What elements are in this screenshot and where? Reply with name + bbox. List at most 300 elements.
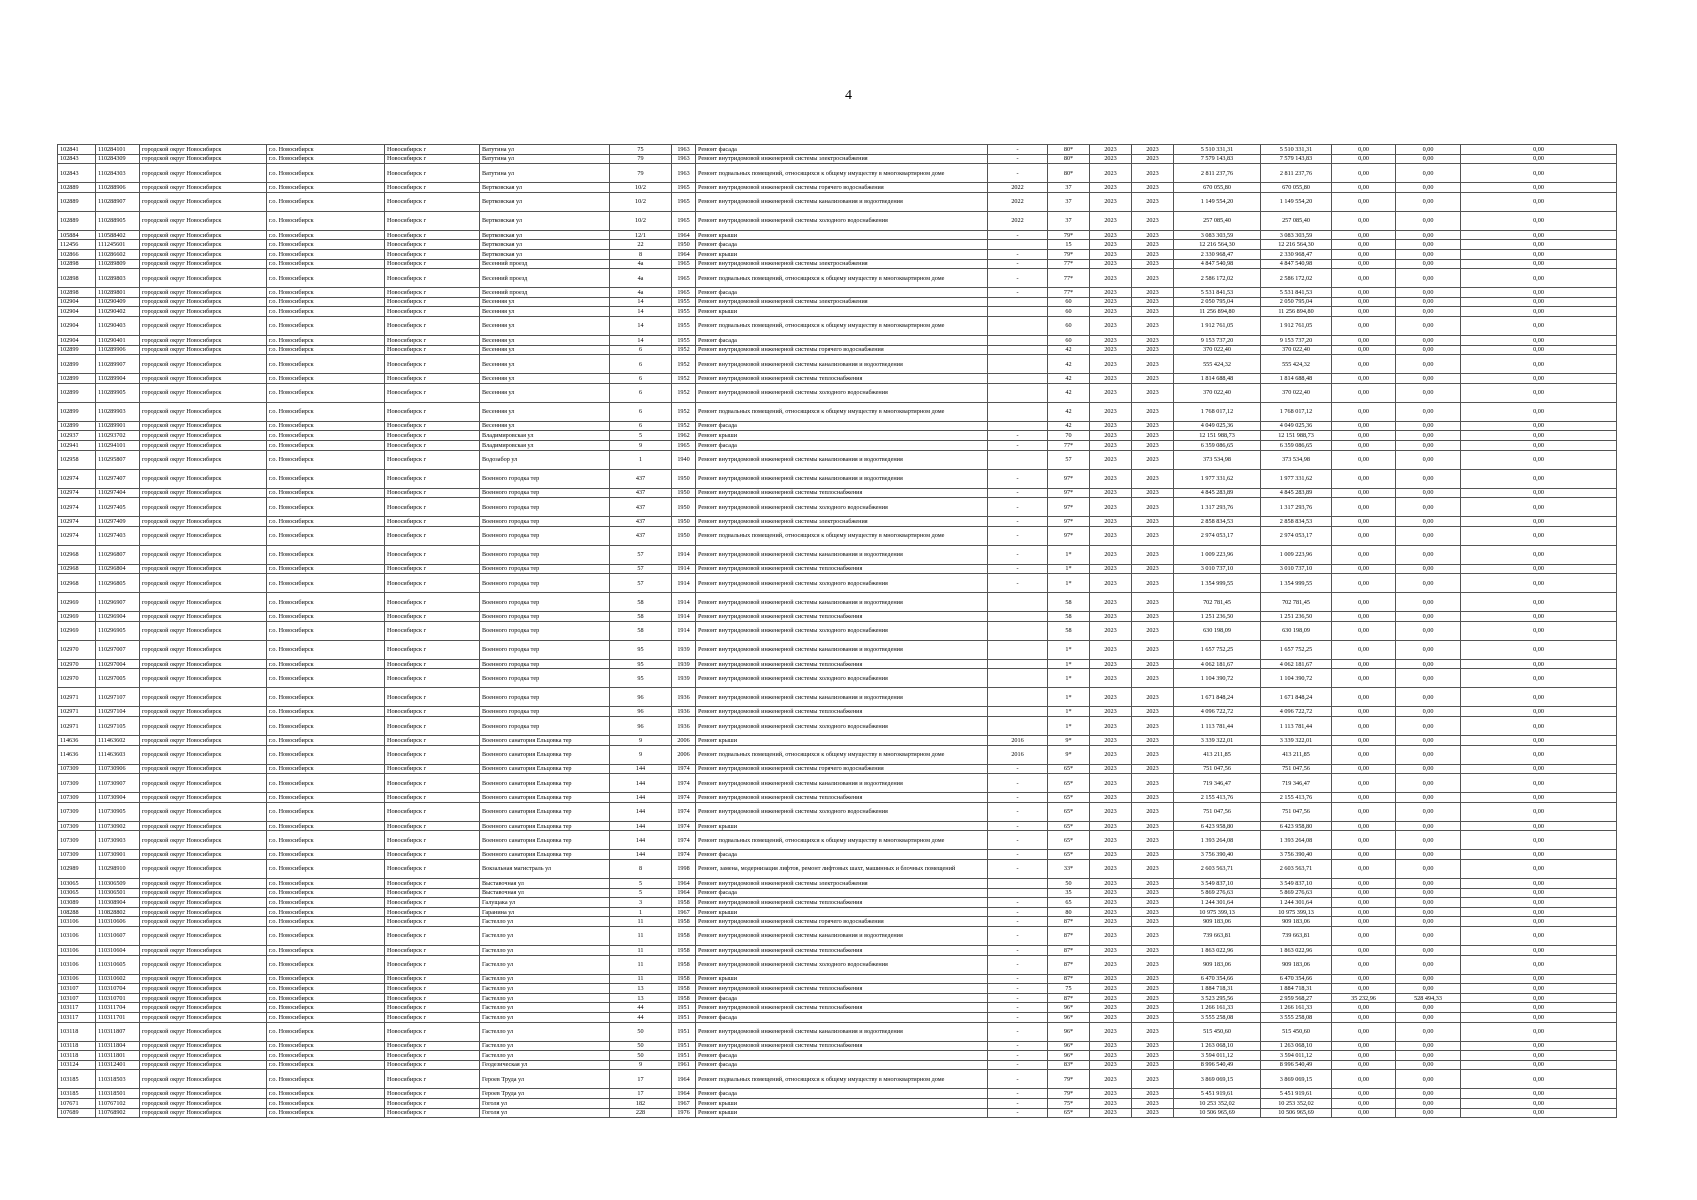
- cell-plan-year-start: 2023: [1090, 612, 1132, 622]
- cell-municipal-district: городской округ Новосибирск: [140, 1012, 267, 1022]
- cell-build-year: 1950: [672, 240, 696, 250]
- cell-plan-year-end: 2023: [1132, 488, 1174, 498]
- table-row: [58, 593, 1617, 612]
- cell-house-number: 1: [610, 450, 672, 469]
- cell-total-cost: 3 083 303,59: [1174, 230, 1261, 240]
- cell-plan-year-end: 2023: [1132, 1098, 1174, 1108]
- cell-total-cost: 1 884 718,31: [1174, 984, 1261, 994]
- cell-municipality: г.о. Новосибирск: [267, 564, 385, 574]
- cell-municipal-district: городской округ Новосибирск: [140, 183, 267, 193]
- cell-wear-percent: 9*: [1048, 745, 1090, 764]
- table-row: [58, 745, 1617, 764]
- cell-work-type: Ремонт фасада: [696, 993, 988, 1003]
- cell-fund-cost: 1 863 022,96: [1261, 946, 1332, 956]
- cell-fund-cost: 370 022,40: [1261, 383, 1332, 402]
- cell-work-type: Ремонт фасада: [696, 1012, 988, 1022]
- cell-municipal-district: городской округ Новосибирск: [140, 736, 267, 746]
- cell-house-id: 107309: [58, 831, 96, 850]
- cell-plan-year-start: 2023: [1090, 230, 1132, 240]
- cell-plan-year-start: 2023: [1090, 498, 1132, 517]
- cell-work-type: Ремонт фасада: [696, 1060, 988, 1070]
- cell-last-repair-year: -: [988, 249, 1048, 259]
- cell-local-funds: 0,00: [1461, 1098, 1617, 1108]
- cell-object-id: 110768902: [96, 1108, 140, 1118]
- cell-plan-year-start: 2023: [1090, 917, 1132, 927]
- cell-federal-funds: 0,00: [1332, 421, 1396, 431]
- cell-local-funds: 0,00: [1461, 1051, 1617, 1061]
- cell-last-repair-year: [988, 421, 1048, 431]
- cell-federal-funds: 0,00: [1332, 1098, 1396, 1108]
- cell-object-id: 110289906: [96, 345, 140, 355]
- cell-regional-funds: 0,00: [1396, 269, 1461, 288]
- cell-municipality: г.о. Новосибирск: [267, 574, 385, 593]
- cell-federal-funds: 0,00: [1332, 526, 1396, 545]
- cell-total-cost: 751 047,56: [1174, 764, 1261, 774]
- cell-build-year: 1962: [672, 431, 696, 441]
- cell-municipal-district: городской округ Новосибирск: [140, 498, 267, 517]
- cell-plan-year-end: 2023: [1132, 1003, 1174, 1013]
- cell-municipality: г.о. Новосибирск: [267, 249, 385, 259]
- table-row: [58, 498, 1617, 517]
- cell-local-funds: 0,00: [1461, 374, 1617, 384]
- cell-total-cost: 1 317 293,76: [1174, 498, 1261, 517]
- cell-total-cost: 739 663,81: [1174, 927, 1261, 946]
- cell-house-id: 103106: [58, 917, 96, 927]
- cell-fund-cost: 2 330 968,47: [1261, 249, 1332, 259]
- cell-plan-year-end: 2023: [1132, 946, 1174, 956]
- cell-street: Гастелло ул: [480, 1041, 610, 1051]
- cell-house-id: 102899: [58, 402, 96, 421]
- cell-regional-funds: 0,00: [1396, 335, 1461, 345]
- cell-work-type: Ремонт подвальных помещений, относящихся к общему имуществу в многоквартирном доме: [696, 269, 988, 288]
- cell-house-number: 1: [610, 907, 672, 917]
- table-row: [58, 860, 1617, 879]
- cell-wear-percent: 96*: [1048, 1041, 1090, 1051]
- cell-total-cost: 7 579 143,83: [1174, 154, 1261, 164]
- cell-last-repair-year: -: [988, 927, 1048, 946]
- cell-plan-year-start: 2023: [1090, 831, 1132, 850]
- cell-plan-year-end: 2023: [1132, 1012, 1174, 1022]
- cell-plan-year-start: 2023: [1090, 240, 1132, 250]
- cell-total-cost: 1 113 781,44: [1174, 717, 1261, 736]
- cell-build-year: 1958: [672, 898, 696, 908]
- cell-house-number: 96: [610, 717, 672, 736]
- cell-last-repair-year: [988, 888, 1048, 898]
- cell-locality: Новосибирск г: [385, 669, 480, 688]
- cell-build-year: 1936: [672, 707, 696, 717]
- cell-local-funds: 0,00: [1461, 440, 1617, 450]
- cell-house-id: 103117: [58, 1012, 96, 1022]
- cell-build-year: 1965: [672, 183, 696, 193]
- cell-local-funds: 0,00: [1461, 669, 1617, 688]
- cell-local-funds: 0,00: [1461, 307, 1617, 317]
- cell-street: Водозабор ул: [480, 450, 610, 469]
- cell-build-year: 1965: [672, 192, 696, 211]
- cell-last-repair-year: [988, 717, 1048, 736]
- cell-work-type: Ремонт внутридомовой инженерной системы канализования и водоотведения: [696, 192, 988, 211]
- table-row: [58, 764, 1617, 774]
- cell-street: Вертковская ул: [480, 230, 610, 240]
- cell-regional-funds: 0,00: [1396, 946, 1461, 956]
- cell-regional-funds: 0,00: [1396, 374, 1461, 384]
- cell-build-year: 1939: [672, 640, 696, 659]
- cell-regional-funds: 0,00: [1396, 145, 1461, 155]
- cell-federal-funds: 0,00: [1332, 1070, 1396, 1089]
- cell-regional-funds: 0,00: [1396, 898, 1461, 908]
- cell-municipality: г.о. Новосибирск: [267, 1051, 385, 1061]
- cell-regional-funds: 0,00: [1396, 345, 1461, 355]
- cell-locality: Новосибирск г: [385, 879, 480, 889]
- cell-street: Выставочная ул: [480, 879, 610, 889]
- cell-build-year: 1914: [672, 621, 696, 640]
- cell-municipal-district: городской округ Новосибирск: [140, 993, 267, 1003]
- cell-work-type: Ремонт крыши: [696, 230, 988, 240]
- cell-locality: Новосибирск г: [385, 946, 480, 956]
- cell-street: Военного городка тер: [480, 564, 610, 574]
- cell-fund-cost: 3 083 303,59: [1261, 230, 1332, 240]
- cell-street: Весенняя ул: [480, 374, 610, 384]
- cell-local-funds: 0,00: [1461, 659, 1617, 669]
- cell-house-number: 3: [610, 898, 672, 908]
- cell-house-number: 14: [610, 316, 672, 335]
- cell-total-cost: 1 104 390,72: [1174, 669, 1261, 688]
- cell-fund-cost: 12 151 988,73: [1261, 431, 1332, 441]
- cell-total-cost: 2 858 834,53: [1174, 517, 1261, 527]
- cell-wear-percent: 42: [1048, 402, 1090, 421]
- cell-federal-funds: 0,00: [1332, 688, 1396, 707]
- cell-street: Героев Труда ул: [480, 1089, 610, 1099]
- cell-municipal-district: городской округ Новосибирск: [140, 307, 267, 317]
- cell-object-id: 110730904: [96, 793, 140, 803]
- cell-plan-year-end: 2023: [1132, 545, 1174, 564]
- cell-wear-percent: 65*: [1048, 802, 1090, 821]
- cell-work-type: Ремонт внутридомовой инженерной системы теплоснабжения: [696, 707, 988, 717]
- cell-house-id: 102969: [58, 612, 96, 622]
- cell-wear-percent: 1*: [1048, 707, 1090, 717]
- cell-local-funds: 0,00: [1461, 383, 1617, 402]
- cell-plan-year-start: 2023: [1090, 183, 1132, 193]
- cell-house-number: 44: [610, 1003, 672, 1013]
- cell-local-funds: 0,00: [1461, 688, 1617, 707]
- cell-fund-cost: 702 781,45: [1261, 593, 1332, 612]
- cell-municipality: г.о. Новосибирск: [267, 774, 385, 793]
- cell-plan-year-start: 2023: [1090, 297, 1132, 307]
- cell-locality: Новосибирск г: [385, 564, 480, 574]
- cell-locality: Новосибирск г: [385, 526, 480, 545]
- cell-house-id: 102969: [58, 621, 96, 640]
- cell-build-year: 1950: [672, 517, 696, 527]
- cell-wear-percent: 1*: [1048, 659, 1090, 669]
- cell-build-year: 1974: [672, 774, 696, 793]
- cell-local-funds: 0,00: [1461, 907, 1617, 917]
- cell-wear-percent: 87*: [1048, 927, 1090, 946]
- cell-plan-year-start: 2023: [1090, 211, 1132, 230]
- cell-last-repair-year: -: [988, 526, 1048, 545]
- cell-house-number: 8: [610, 249, 672, 259]
- cell-house-id: 103106: [58, 955, 96, 974]
- cell-wear-percent: 60: [1048, 316, 1090, 335]
- cell-house-number: 437: [610, 517, 672, 527]
- cell-municipal-district: городской округ Новосибирск: [140, 612, 267, 622]
- cell-work-type: Ремонт внутридомовой инженерной системы горячего водоснабжения: [696, 345, 988, 355]
- cell-last-repair-year: -: [988, 440, 1048, 450]
- cell-municipality: г.о. Новосибирск: [267, 640, 385, 659]
- cell-last-repair-year: -: [988, 488, 1048, 498]
- cell-work-type: Ремонт внутридомовой инженерной системы теплоснабжения: [696, 793, 988, 803]
- cell-locality: Новосибирск г: [385, 707, 480, 717]
- cell-plan-year-end: 2023: [1132, 574, 1174, 593]
- cell-locality: Новосибирск г: [385, 907, 480, 917]
- cell-street: Гоголя ул: [480, 1108, 610, 1118]
- cell-work-type: Ремонт внутридомовой инженерной системы холодного водоснабжения: [696, 621, 988, 640]
- cell-local-funds: 0,00: [1461, 192, 1617, 211]
- cell-locality: Новосибирск г: [385, 488, 480, 498]
- cell-house-number: 144: [610, 802, 672, 821]
- cell-total-cost: 5 869 276,63: [1174, 888, 1261, 898]
- table-row: [58, 574, 1617, 593]
- cell-municipality: г.о. Новосибирск: [267, 888, 385, 898]
- cell-municipality: г.о. Новосибирск: [267, 946, 385, 956]
- cell-federal-funds: 0,00: [1332, 888, 1396, 898]
- cell-municipality: г.о. Новосибирск: [267, 431, 385, 441]
- cell-municipality: г.о. Новосибирск: [267, 974, 385, 984]
- cell-plan-year-end: 2023: [1132, 259, 1174, 269]
- cell-street: Вертковская ул: [480, 211, 610, 230]
- cell-locality: Новосибирск г: [385, 297, 480, 307]
- cell-last-repair-year: -: [988, 993, 1048, 1003]
- cell-wear-percent: 37: [1048, 211, 1090, 230]
- cell-street: Военного санатория Ельцовка тер: [480, 831, 610, 850]
- cell-build-year: 1950: [672, 488, 696, 498]
- cell-local-funds: 0,00: [1461, 355, 1617, 374]
- cell-municipal-district: городской округ Новосибирск: [140, 955, 267, 974]
- cell-municipality: г.о. Новосибирск: [267, 1012, 385, 1022]
- cell-regional-funds: 0,00: [1396, 640, 1461, 659]
- cell-plan-year-start: 2023: [1090, 402, 1132, 421]
- cell-house-id: 102889: [58, 183, 96, 193]
- cell-regional-funds: 0,00: [1396, 888, 1461, 898]
- cell-total-cost: 257 085,40: [1174, 211, 1261, 230]
- cell-local-funds: 0,00: [1461, 1012, 1617, 1022]
- cell-house-id: 103118: [58, 1051, 96, 1061]
- table-row: [58, 355, 1617, 374]
- cell-street: Военного городка тер: [480, 717, 610, 736]
- cell-build-year: 1965: [672, 211, 696, 230]
- cell-fund-cost: 4 847 540,98: [1261, 259, 1332, 269]
- cell-locality: Новосибирск г: [385, 984, 480, 994]
- cell-federal-funds: 0,00: [1332, 669, 1396, 688]
- cell-last-repair-year: -: [988, 154, 1048, 164]
- cell-object-id: 111463602: [96, 736, 140, 746]
- cell-object-id: 110310602: [96, 974, 140, 984]
- cell-house-number: 144: [610, 793, 672, 803]
- cell-federal-funds: 0,00: [1332, 774, 1396, 793]
- cell-federal-funds: 0,00: [1332, 736, 1396, 746]
- cell-plan-year-start: 2023: [1090, 955, 1132, 974]
- cell-total-cost: 1 863 022,96: [1174, 946, 1261, 956]
- cell-work-type: Ремонт внутридомовой инженерной системы теплоснабжения: [696, 612, 988, 622]
- cell-municipality: г.о. Новосибирск: [267, 145, 385, 155]
- cell-local-funds: 0,00: [1461, 898, 1617, 908]
- cell-municipality: г.о. Новосибирск: [267, 793, 385, 803]
- cell-build-year: 1958: [672, 993, 696, 1003]
- cell-street: Военного городка тер: [480, 517, 610, 527]
- cell-fund-cost: 1 977 331,62: [1261, 469, 1332, 488]
- table-row: [58, 1012, 1617, 1022]
- cell-plan-year-end: 2023: [1132, 955, 1174, 974]
- cell-local-funds: 0,00: [1461, 240, 1617, 250]
- cell-federal-funds: 0,00: [1332, 1022, 1396, 1041]
- cell-locality: Новосибирск г: [385, 230, 480, 240]
- cell-house-id: 102898: [58, 288, 96, 298]
- cell-total-cost: 370 022,40: [1174, 383, 1261, 402]
- cell-regional-funds: 0,00: [1396, 574, 1461, 593]
- cell-regional-funds: 0,00: [1396, 545, 1461, 564]
- cell-build-year: 1974: [672, 793, 696, 803]
- table-row: [58, 431, 1617, 441]
- cell-municipal-district: городской округ Новосибирск: [140, 707, 267, 717]
- cell-work-type: Ремонт крыши: [696, 821, 988, 831]
- cell-local-funds: 0,00: [1461, 288, 1617, 298]
- cell-wear-percent: 15: [1048, 240, 1090, 250]
- cell-work-type: Ремонт внутридомовой инженерной системы теплоснабжения: [696, 564, 988, 574]
- cell-plan-year-end: 2023: [1132, 612, 1174, 622]
- cell-plan-year-end: 2023: [1132, 307, 1174, 317]
- cell-house-id: 103118: [58, 1041, 96, 1051]
- cell-house-number: 437: [610, 488, 672, 498]
- cell-wear-percent: 79*: [1048, 1089, 1090, 1099]
- cell-street: Весенняя ул: [480, 345, 610, 355]
- cell-local-funds: 0,00: [1461, 526, 1617, 545]
- cell-total-cost: 3 010 737,10: [1174, 564, 1261, 574]
- cell-regional-funds: 0,00: [1396, 955, 1461, 974]
- cell-plan-year-start: 2023: [1090, 974, 1132, 984]
- cell-total-cost: 2 811 237,76: [1174, 164, 1261, 183]
- cell-build-year: 1965: [672, 259, 696, 269]
- cell-municipal-district: городской округ Новосибирск: [140, 335, 267, 345]
- cell-locality: Новосибирск г: [385, 374, 480, 384]
- cell-municipal-district: городской округ Новосибирск: [140, 249, 267, 259]
- cell-plan-year-start: 2023: [1090, 984, 1132, 994]
- cell-municipality: г.о. Новосибирск: [267, 469, 385, 488]
- cell-municipal-district: городской округ Новосибирск: [140, 469, 267, 488]
- cell-regional-funds: 0,00: [1396, 211, 1461, 230]
- cell-house-id: 108288: [58, 907, 96, 917]
- cell-total-cost: 5 451 919,61: [1174, 1089, 1261, 1099]
- cell-house-number: 14: [610, 335, 672, 345]
- cell-work-type: Ремонт подвальных помещений, относящихся к общему имуществу в многоквартирном доме: [696, 164, 988, 183]
- cell-house-id: 107309: [58, 793, 96, 803]
- cell-plan-year-start: 2023: [1090, 335, 1132, 345]
- cell-house-id: 102968: [58, 545, 96, 564]
- cell-build-year: 1952: [672, 374, 696, 384]
- cell-wear-percent: 65*: [1048, 821, 1090, 831]
- cell-regional-funds: 0,00: [1396, 621, 1461, 640]
- cell-total-cost: 670 055,80: [1174, 183, 1261, 193]
- table-row: [58, 659, 1617, 669]
- cell-house-number: 6: [610, 383, 672, 402]
- cell-total-cost: 8 996 540,49: [1174, 1060, 1261, 1070]
- cell-plan-year-end: 2023: [1132, 469, 1174, 488]
- cell-municipal-district: городской округ Новосибирск: [140, 450, 267, 469]
- cell-plan-year-end: 2023: [1132, 1060, 1174, 1070]
- cell-locality: Новосибирск г: [385, 164, 480, 183]
- cell-municipal-district: городской округ Новосибирск: [140, 793, 267, 803]
- cell-regional-funds: 0,00: [1396, 831, 1461, 850]
- cell-house-number: 11: [610, 955, 672, 974]
- cell-regional-funds: 0,00: [1396, 669, 1461, 688]
- cell-regional-funds: 0,00: [1396, 879, 1461, 889]
- cell-last-repair-year: [988, 355, 1048, 374]
- cell-fund-cost: 4 049 025,36: [1261, 421, 1332, 431]
- cell-locality: Новосибирск г: [385, 1051, 480, 1061]
- cell-wear-percent: 65*: [1048, 793, 1090, 803]
- cell-federal-funds: 0,00: [1332, 707, 1396, 717]
- cell-work-type: Ремонт внутридомовой инженерной системы теплоснабжения: [696, 946, 988, 956]
- cell-regional-funds: 0,00: [1396, 488, 1461, 498]
- cell-fund-cost: 555 424,32: [1261, 355, 1332, 374]
- cell-local-funds: 0,00: [1461, 974, 1617, 984]
- cell-total-cost: 4 845 283,89: [1174, 488, 1261, 498]
- cell-municipal-district: городской округ Новосибирск: [140, 831, 267, 850]
- cell-municipality: г.о. Новосибирск: [267, 1003, 385, 1013]
- cell-house-number: 13: [610, 993, 672, 1003]
- cell-last-repair-year: -: [988, 802, 1048, 821]
- cell-house-number: 57: [610, 574, 672, 593]
- cell-municipal-district: городской округ Новосибирск: [140, 211, 267, 230]
- cell-local-funds: 0,00: [1461, 888, 1617, 898]
- cell-federal-funds: 0,00: [1332, 335, 1396, 345]
- table-row: [58, 984, 1617, 994]
- cell-plan-year-end: 2023: [1132, 717, 1174, 736]
- cell-fund-cost: 2 959 568,27: [1261, 993, 1332, 1003]
- cell-municipality: г.о. Новосибирск: [267, 955, 385, 974]
- cell-build-year: 1951: [672, 1041, 696, 1051]
- cell-regional-funds: 0,00: [1396, 402, 1461, 421]
- cell-street: Военного городка тер: [480, 621, 610, 640]
- cell-build-year: 1964: [672, 249, 696, 259]
- cell-local-funds: 0,00: [1461, 211, 1617, 230]
- cell-municipality: г.о. Новосибирск: [267, 659, 385, 669]
- cell-plan-year-end: 2023: [1132, 297, 1174, 307]
- cell-plan-year-end: 2023: [1132, 1089, 1174, 1099]
- cell-locality: Новосибирск г: [385, 898, 480, 908]
- cell-wear-percent: 79*: [1048, 249, 1090, 259]
- table-row: [58, 517, 1617, 527]
- cell-local-funds: 0,00: [1461, 802, 1617, 821]
- cell-plan-year-end: 2023: [1132, 707, 1174, 717]
- cell-house-number: 437: [610, 469, 672, 488]
- cell-federal-funds: 0,00: [1332, 1060, 1396, 1070]
- cell-house-id: 103118: [58, 1022, 96, 1041]
- cell-total-cost: 1 266 161,33: [1174, 1003, 1261, 1013]
- table-row: [58, 374, 1617, 384]
- cell-house-id: 103124: [58, 1060, 96, 1070]
- cell-last-repair-year: -: [988, 164, 1048, 183]
- table-row: [58, 946, 1617, 956]
- cell-last-repair-year: -: [988, 1003, 1048, 1013]
- cell-fund-cost: 3 594 011,12: [1261, 1051, 1332, 1061]
- cell-wear-percent: 1*: [1048, 717, 1090, 736]
- cell-local-funds: 0,00: [1461, 1060, 1617, 1070]
- cell-work-type: Ремонт фасада: [696, 850, 988, 860]
- cell-house-id: 103106: [58, 974, 96, 984]
- cell-house-id: 107309: [58, 850, 96, 860]
- cell-plan-year-start: 2023: [1090, 431, 1132, 441]
- table-row: [58, 230, 1617, 240]
- cell-locality: Новосибирск г: [385, 764, 480, 774]
- cell-wear-percent: 60: [1048, 297, 1090, 307]
